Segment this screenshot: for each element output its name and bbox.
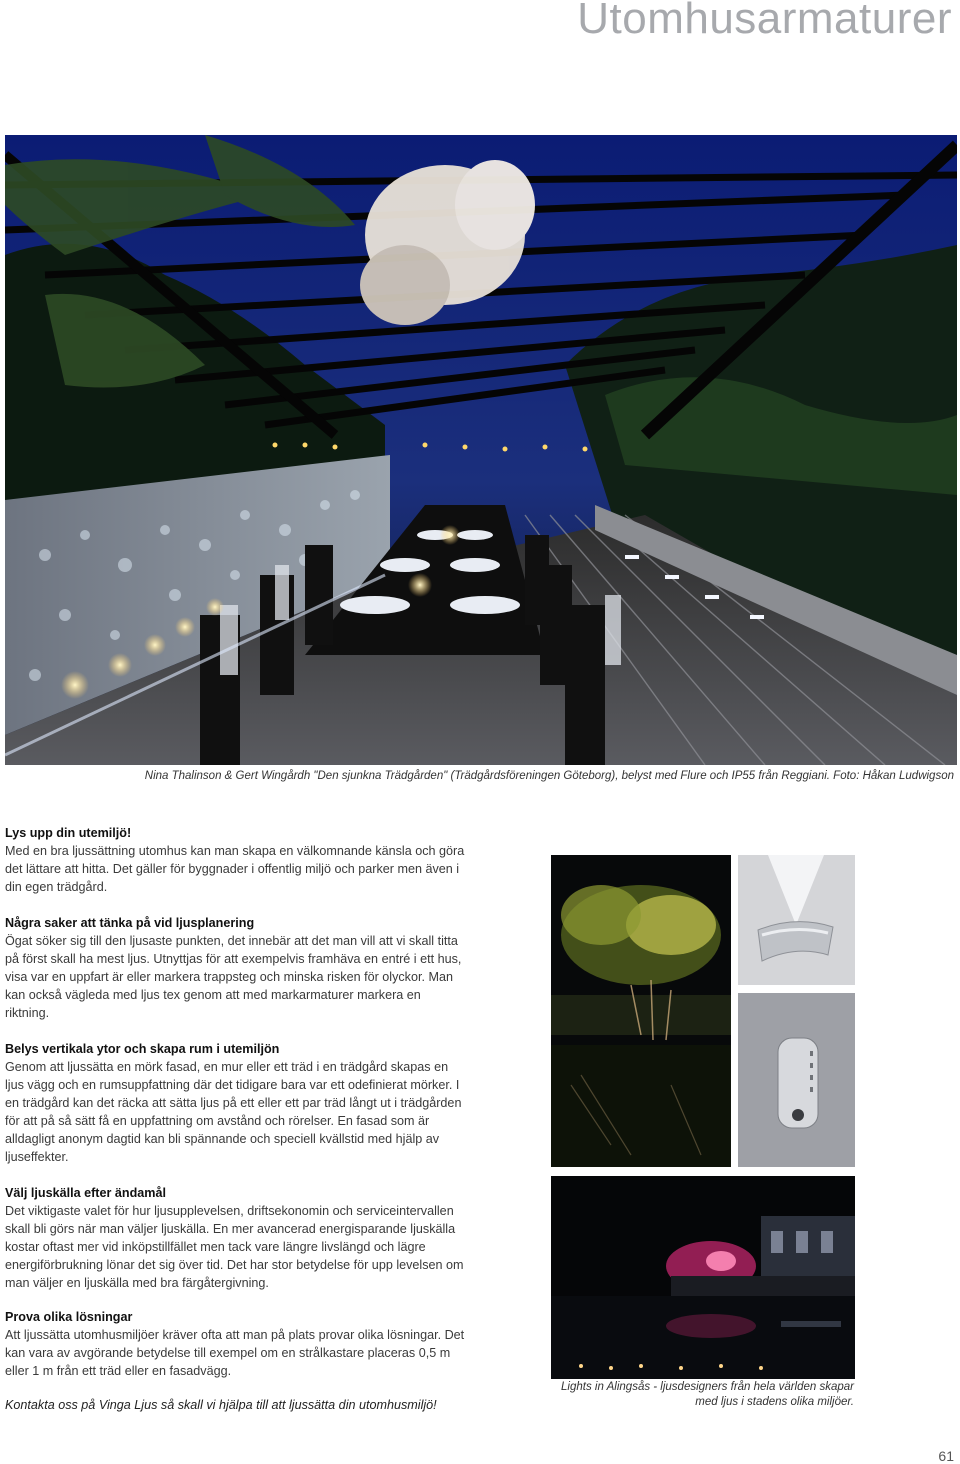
- garden-tree-photo: [551, 855, 731, 1167]
- city-lights-caption: [554, 1380, 854, 1410]
- section-heading: Några saker att tänka på vid ljusplanering: [5, 916, 255, 930]
- section-intro: [5, 824, 465, 896]
- section-light-source: [5, 1184, 465, 1292]
- section-heading: Lys upp din utemiljö!: [5, 826, 132, 840]
- section-solutions: [5, 1308, 465, 1380]
- page-number: 61: [938, 1448, 954, 1464]
- page-title: Utomhusarmaturer: [577, 0, 952, 43]
- section-body: Att ljussätta utomhusmiljöer kräver ofta att man på plats provar olika lösningar. Det kan vara av avgörande betydelse till exempel om en strålkastare placeras 0,5 m eller 1 m från ett träd eller en fasadvägg.: [5, 1328, 465, 1378]
- city-lights-photo: [551, 1176, 855, 1379]
- section-body: Med en bra ljussättning utomhus kan man skapa en välkomnande känsla och göra det lättare att hitta. Det gäller för byggnader i offentlig miljö och parker men även i din egen trädgård.: [5, 844, 465, 894]
- section-body: Genom att ljussätta en mörk fasad, en mur eller ett träd i en trädgård skapas en ljus vägg och en rumsuppfattning där det tidigare bara var ett odefinierat mörker. I en trädgård kan det räcka att sätta ljus på ett eller ett par träd långt ut i trädgården för att på så sätt få en uppfattning om avstånd och rörelser. En fasad som är alldagligt anonym dagtid kan bli spännande och speciell kvällstid med hjälp av ljuseffekter.: [5, 1060, 462, 1164]
- wall-luminaire-photo-2: [738, 993, 855, 1167]
- caption-line: med ljus i stadens olika miljöer.: [695, 1396, 854, 1408]
- section-vertical-surfaces: [5, 1040, 465, 1166]
- section-heading: Belys vertikala ytor och skapa rum i utemiljön: [5, 1042, 280, 1056]
- caption-line: Lights in Alingsås - ljusdesigners från hela världen skapar: [561, 1381, 854, 1393]
- section-heading: Välj ljuskälla efter ändamål: [5, 1186, 166, 1200]
- wall-luminaire-photo-1: [738, 855, 855, 985]
- section-planning: [5, 914, 465, 1022]
- closing-call-to-action: Kontakta oss på Vinga Ljus så skall vi hjälpa till att ljussätta din utomhusmiljö!: [5, 1398, 437, 1412]
- section-body: Det viktigaste valet för hur ljusupplevelsen, driftsekonomin och serviceintervallen skall bli görs när man väljer ljuskälla. En mer avancerad energisparande ljuskälla kostar oftast mer vid inköpstillfället men tack vare längre livslängd och lägre energiförbrukning lönar det sig över tid. Det har stor betydelse för upp levelsen om man väljer en ljuskälla med bra färgåtergivning.: [5, 1204, 464, 1290]
- section-body: Ögat söker sig till den ljusaste punkten, det innebär att det man vill att vi skall titta på först skall ha mest ljus. Utnyttjas för att exempelvis framhäva en entré i ett hus, visa var en uppfart är eller markera trappsteg och minska risken för olyckor. Man kan också vägleda med ljus tex genom att med markarmaturer markera en riktning.: [5, 934, 462, 1020]
- section-heading: Prova olika lösningar: [5, 1310, 133, 1324]
- hero-photo: [5, 135, 957, 765]
- hero-caption: Nina Thalinson & Gert Wingårdh "Den sjunkna Trädgården" (Trädgårdsföreningen Göteborg), belyst med Flure och IP55 från Reggiani. Foto: Håkan Ludwigson: [144, 770, 954, 782]
